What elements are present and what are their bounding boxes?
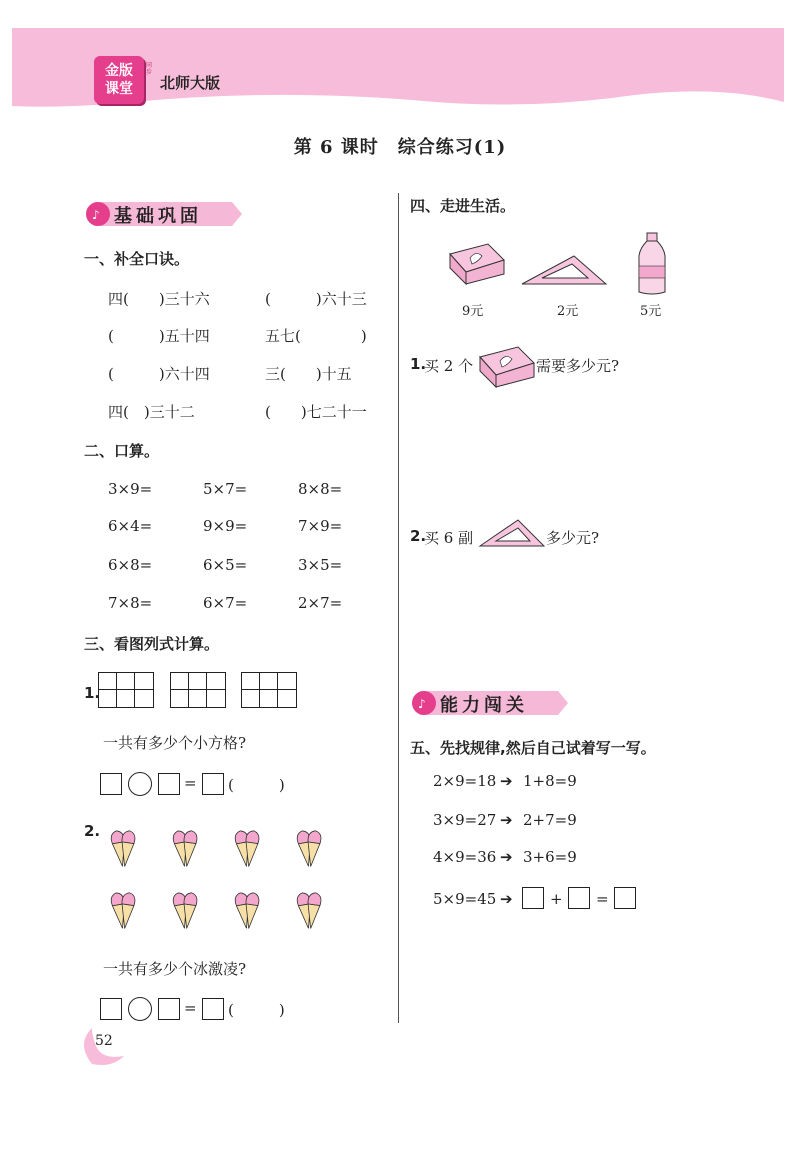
svg-text:♪: ♪ xyxy=(92,208,100,222)
svg-text:♪: ♪ xyxy=(418,697,426,711)
logo-subtext: 同步 xyxy=(146,62,153,76)
equals-sign: = xyxy=(596,890,609,908)
q1-cell: 四( )三十六 xyxy=(108,290,210,308)
q3-p2-number: 2. xyxy=(84,822,101,840)
q4-p1-pre: 买 2 个 xyxy=(424,357,474,375)
arrow: ➔ xyxy=(500,890,513,908)
set-square-icon xyxy=(520,254,610,288)
q5-right: 2+7=9 xyxy=(523,811,577,829)
q4-p1-post: 需要多少元? xyxy=(536,357,620,375)
section-ability-title: 能力闯关 xyxy=(440,695,528,716)
square-grid xyxy=(241,672,297,708)
bottle-icon xyxy=(636,232,668,296)
q2-cell: 3×5= xyxy=(298,556,343,574)
price-label: 2元 xyxy=(557,304,579,319)
arrow: ➔ xyxy=(500,811,513,829)
q2-cell: 2×7= xyxy=(298,594,343,612)
q2-cell: 6×8= xyxy=(108,556,153,574)
section-ability-badge xyxy=(410,689,570,717)
answer-box[interactable] xyxy=(100,773,122,795)
equals-sign: = xyxy=(184,999,197,1017)
q5-left: 2×9=18 xyxy=(433,772,497,790)
q5-left: 3×9=27 xyxy=(433,811,497,829)
brand-logo: 金版 课堂 xyxy=(94,56,144,104)
q5-left: 5×9=45 xyxy=(433,890,497,908)
pencil-box-icon xyxy=(448,240,506,286)
price-label: 5元 xyxy=(640,304,662,319)
square-grid xyxy=(98,672,154,708)
q1-cell: 五七( ) xyxy=(265,327,367,345)
q1-cell: ( )六十四 xyxy=(108,365,210,383)
arrow: ➔ xyxy=(500,848,513,866)
q2-cell: 7×9= xyxy=(298,517,343,535)
ice-cream-icon xyxy=(100,820,350,950)
q3-title: 三、看图列式计算。 xyxy=(84,635,220,653)
q2-cell: 9×9= xyxy=(203,517,248,535)
lesson-title: 第 6 课时 综合练习(1) xyxy=(293,137,507,158)
operator-circle[interactable] xyxy=(128,772,152,796)
q2-cell: 7×8= xyxy=(108,594,153,612)
operator-circle[interactable] xyxy=(128,997,152,1021)
q3-p1-question: 一共有多少个小方格? xyxy=(103,734,247,752)
set-square-icon xyxy=(478,518,546,550)
price-label: 9元 xyxy=(462,304,484,319)
page-number: 52 xyxy=(95,1033,113,1049)
q4-p2-pre: 买 6 副 xyxy=(424,529,474,547)
q1-cell: 三( )十五 xyxy=(265,365,352,383)
unit-blank[interactable]: ( ) xyxy=(228,776,285,794)
answer-box[interactable] xyxy=(202,773,224,795)
unit-blank[interactable]: ( ) xyxy=(228,1001,285,1019)
answer-box[interactable] xyxy=(522,887,544,909)
q1-title: 一、补全口诀。 xyxy=(84,250,190,268)
q5-title: 五、先找规律,然后自己试着写一写。 xyxy=(410,739,656,757)
q5-right: 1+8=9 xyxy=(523,772,577,790)
q5-left: 4×9=36 xyxy=(433,848,497,866)
equals-sign: = xyxy=(184,774,197,792)
q4-p1-number: 1. xyxy=(410,355,427,373)
q1-cell: ( )六十三 xyxy=(265,290,367,308)
q4-p2-post: 多少元? xyxy=(546,529,600,547)
arrow: ➔ xyxy=(500,772,513,790)
q4-title: 四、走进生活。 xyxy=(410,197,516,215)
q2-cell: 6×7= xyxy=(203,594,248,612)
q3-p1-number: 1. xyxy=(84,684,101,702)
section-basic-title: 基础巩固 xyxy=(114,206,202,227)
q2-cell: 3×9= xyxy=(108,480,153,498)
answer-box[interactable] xyxy=(614,887,636,909)
q1-cell: ( )七二十一 xyxy=(265,403,367,421)
square-grid xyxy=(170,672,226,708)
q3-p2-question: 一共有多少个冰激凌? xyxy=(103,960,247,978)
answer-box[interactable] xyxy=(202,998,224,1020)
plus-sign: + xyxy=(550,890,563,908)
q2-cell: 8×8= xyxy=(298,480,343,498)
q4-p2-number: 2. xyxy=(410,527,427,545)
answer-box[interactable] xyxy=(100,998,122,1020)
answer-box[interactable] xyxy=(568,887,590,909)
edition-label: 北师大版 xyxy=(160,74,221,92)
section-basic-badge xyxy=(84,200,244,228)
q5-right: 3+6=9 xyxy=(523,848,577,866)
q1-cell: 四( )三十二 xyxy=(108,403,195,421)
q2-title: 二、口算。 xyxy=(84,442,160,460)
answer-box[interactable] xyxy=(158,773,180,795)
answer-box[interactable] xyxy=(158,998,180,1020)
q2-cell: 6×4= xyxy=(108,517,153,535)
q1-cell: ( )五十四 xyxy=(108,327,210,345)
column-divider xyxy=(398,193,399,1023)
q2-cell: 5×7= xyxy=(203,480,248,498)
pencil-box-icon xyxy=(478,343,536,389)
q2-cell: 6×5= xyxy=(203,556,248,574)
